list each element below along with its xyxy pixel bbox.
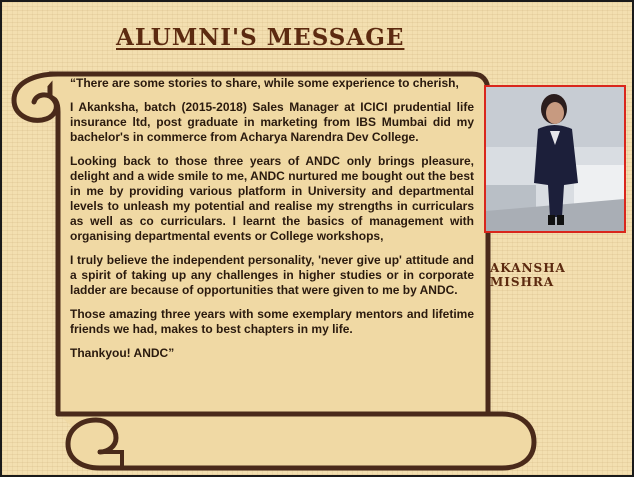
message-paragraph: “There are some stories to share, while some experience to cherish, xyxy=(70,76,459,90)
message-paragraph: I Akanksha, batch (2015-2018) Sales Manager at ICICI prudential life insurance ltd, post graduate in marketing from IBS Mumbai did my bachelor's in commerce from Acharya Narendra Dev College. xyxy=(70,100,474,144)
message-text xyxy=(70,76,474,370)
alumni-photo-image xyxy=(486,87,624,231)
message-paragraph: I truly believe the independent personality, 'never give up' attitude and a spirit of taking up any challenges in higher studies or in corporate ladder are because of opportunities that were given to me by ANDC. xyxy=(70,253,474,297)
page-title: ALUMNI'S MESSAGE xyxy=(116,24,405,51)
scroll-bottom-roll xyxy=(58,414,534,468)
scroll-top-curl xyxy=(14,74,58,120)
message-paragraph: Looking back to those three years of ANDC only brings pleasure, delight and a wide smile to me, ANDC nurtured me bought out the best in me by providing various platform in University and departmental levels to unleash my potential and realise my strengths in curriculars as well as co curriculars. I learnt the basics of management with organising departmental events or College workshops, xyxy=(70,154,474,243)
message-paragraph: Thankyou! ANDC” xyxy=(70,346,175,360)
alumni-name: AKANSHA MISHRA xyxy=(490,261,566,289)
alumni-photo xyxy=(484,85,626,233)
message-paragraph: Those amazing three years with some exemplary mentors and lifetime friends we had, makes to best chapters in my life. xyxy=(70,307,474,336)
